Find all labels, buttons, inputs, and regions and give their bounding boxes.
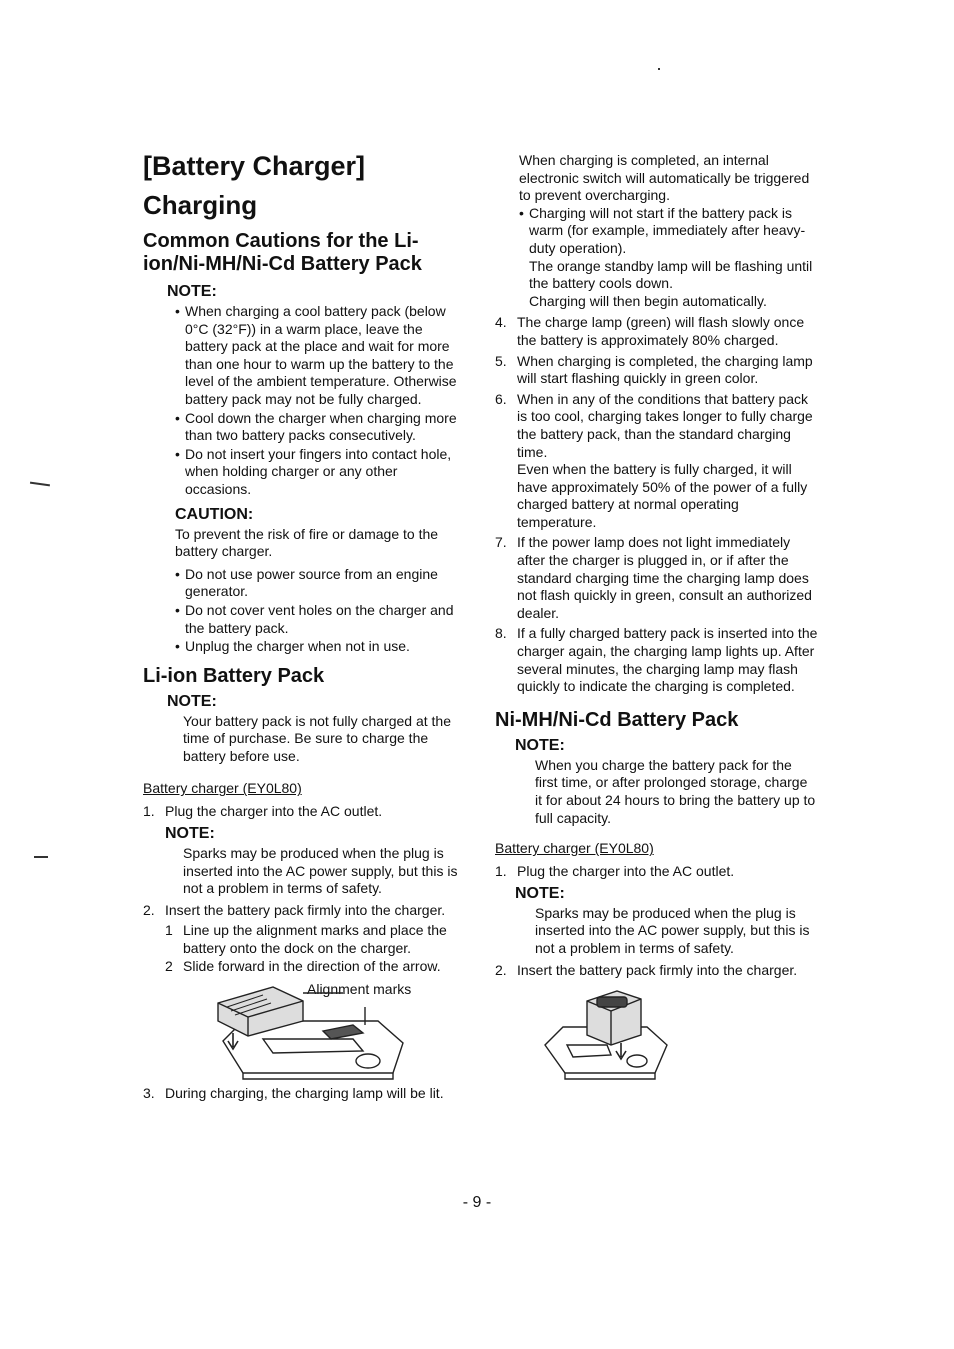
charging-steps-continued: [143, 902, 465, 920]
left-column: [143, 150, 465, 1106]
caution-text: To prevent the risk of fire or damage to the battery charger.: [175, 525, 439, 560]
list-item: [143, 1085, 465, 1103]
liion-note-label: NOTE:: [167, 692, 217, 710]
substep-text: Slide forward in the direction of the arrow.: [183, 957, 441, 974]
charger-alignment-figure: [143, 981, 465, 1085]
alignment-marks-label: Alignment marks: [307, 981, 412, 998]
common-cautions-heading: Common Cautions for the Li-ion/Ni-MH/Ni-Cd Battery Pack: [143, 230, 422, 275]
step-number: 1.: [495, 863, 507, 880]
step-number: 4.: [495, 314, 507, 331]
caution-bullets: [175, 566, 465, 656]
step-number: 2.: [495, 961, 507, 978]
list-item: [495, 625, 818, 695]
list-item: [495, 962, 818, 980]
bullet-continuation: Charging will then begin automatically.: [529, 292, 767, 309]
list-item: • Unplug the charger when not in use.: [175, 638, 465, 656]
step1-note-text: Sparks may be produced when the plug is inserted into the AC power supply, but this is not a problem in terms of safety.: [183, 845, 458, 897]
page-number: - 9 -: [462, 1194, 492, 1211]
step-number: 6.: [495, 390, 507, 407]
right-column: [495, 152, 818, 1083]
list-item: [495, 534, 818, 622]
charger-with-battery-illustration: [203, 981, 423, 1081]
step-number: 8.: [495, 625, 507, 642]
nimh-charging-steps: [495, 863, 818, 881]
completion-intro: When charging is completed, an internal electronic switch will automatically be triggered to prevent overcharging.: [519, 152, 810, 204]
step-text: Plug the charger into the AC outlet.: [165, 803, 383, 820]
list-item: • Cool down the charger when charging more than two battery packs consecutively.: [175, 410, 465, 445]
charging-steps-right: [495, 314, 818, 695]
insert-substeps: [165, 922, 465, 975]
step-number: 1.: [143, 803, 155, 820]
list-item: [165, 922, 465, 957]
caution-label: CAUTION:: [175, 505, 254, 523]
step-text: Insert the battery pack firmly into the charger.: [517, 961, 798, 978]
list-item: [495, 391, 818, 532]
list-item: • When charging a cool battery pack (below 0°C (32°F)) in a warm place, leave the battery pack at the place and wait for more than one hour to warm up the battery to the level of the ambient temperature. Otherwise battery pack may not be fully charged.: [175, 303, 465, 409]
liion-heading: Li-ion Battery Pack: [143, 664, 325, 687]
list-item: [495, 863, 818, 881]
charger-model-link: Battery charger (EY0L80): [143, 780, 302, 797]
list-item: • Do not cover vent holes on the charger and the battery pack.: [175, 602, 465, 637]
step-text: The charge lamp (green) will flash slowly once the battery is approximately 80% charged.: [517, 314, 805, 348]
step-text: When charging is completed, the charging lamp will start flashing quickly in green color.: [517, 352, 813, 387]
liion-note-text: Your battery pack is not fully charged at the time of purchase. Be sure to charge the battery before use.: [183, 712, 451, 764]
charging-steps: [143, 803, 465, 821]
step-text: When in any of the conditions that battery pack is too cool, charging takes longer to fully charge the battery pack, than the standard charging time.: [517, 390, 813, 460]
step-text: Insert the battery pack firmly into the charger.: [165, 901, 446, 918]
step-text: If a fully charged battery pack is inserted into the charger again, the charging lamp lights up. After several minutes, the charging lamp may flash quickly to indicate the charging is completed.: [517, 625, 818, 695]
nimh-charging-steps-continued: [495, 962, 818, 980]
step-number: 3.: [143, 1085, 155, 1102]
bullet-text: Charging will not start if the battery pack is warm (for example, immediately after heavy-duty operation).: [529, 204, 806, 256]
note-label: NOTE:: [167, 283, 217, 300]
bullet-continuation: The orange standby lamp will be flashing until the battery cools down.: [529, 257, 813, 292]
list-item: [495, 314, 818, 349]
step-text: Plug the charger into the AC outlet.: [517, 863, 735, 880]
list-item: [495, 353, 818, 388]
list-item: • Do not insert your fingers into contact hole, when holding charger or any other occasions.: [175, 446, 465, 499]
list-item: [165, 958, 465, 976]
list-item: [143, 803, 465, 821]
scan-mark: [34, 856, 48, 858]
charging-steps-final: [143, 1085, 465, 1103]
section-subtitle: Charging: [143, 190, 258, 220]
step-number: 7.: [495, 534, 507, 551]
nimh-charger-figure: [495, 983, 818, 1083]
step-number: 2.: [143, 901, 155, 918]
substep-text: Line up the alignment marks and place the battery onto the dock on the charger.: [183, 922, 447, 957]
substep-number: 1: [165, 922, 173, 939]
list-item: [519, 205, 818, 311]
step1-note-label: NOTE:: [515, 884, 565, 902]
nimh-note-text: When you charge the battery pack for the first time, or after prolonged storage, charge it for about 24 hours to bring the battery up to full capacity.: [535, 756, 816, 826]
section-title: [Battery Charger]: [143, 151, 366, 181]
list-item: [143, 902, 465, 920]
note-bullets: [175, 303, 465, 499]
step1-note-text: Sparks may be produced when the plug is inserted into the AC power supply, but this is not a problem in terms of safety.: [535, 904, 810, 956]
scan-mark: [30, 482, 50, 486]
step-text: During charging, the charging lamp will be lit.: [165, 1085, 444, 1102]
step-extra-text: Even when the battery is fully charged, it will have approximately 50% of the power of a fully charged battery at normal operating temperature.: [517, 461, 808, 530]
step-number: 5.: [495, 352, 507, 369]
step1-note-label: NOTE:: [165, 825, 215, 843]
nimh-note-label: NOTE:: [515, 736, 565, 754]
scan-mark: [658, 68, 660, 70]
charger-model-link: Battery charger (EY0L80): [495, 840, 654, 857]
nimh-heading: Ni-MH/Ni-Cd Battery Pack: [495, 708, 739, 731]
list-item: • Do not use power source from an engine generator.: [175, 566, 465, 601]
step-text: If the power lamp does not light immediately after the charger is plugged in, or if after the standard charging time the charging lamp does not flash quickly in green, consult an authorized dealer.: [517, 534, 812, 621]
charger-with-upright-battery-illustration: [537, 983, 677, 1081]
substep-number: 2: [165, 957, 173, 974]
intro-bullets: [519, 205, 818, 311]
